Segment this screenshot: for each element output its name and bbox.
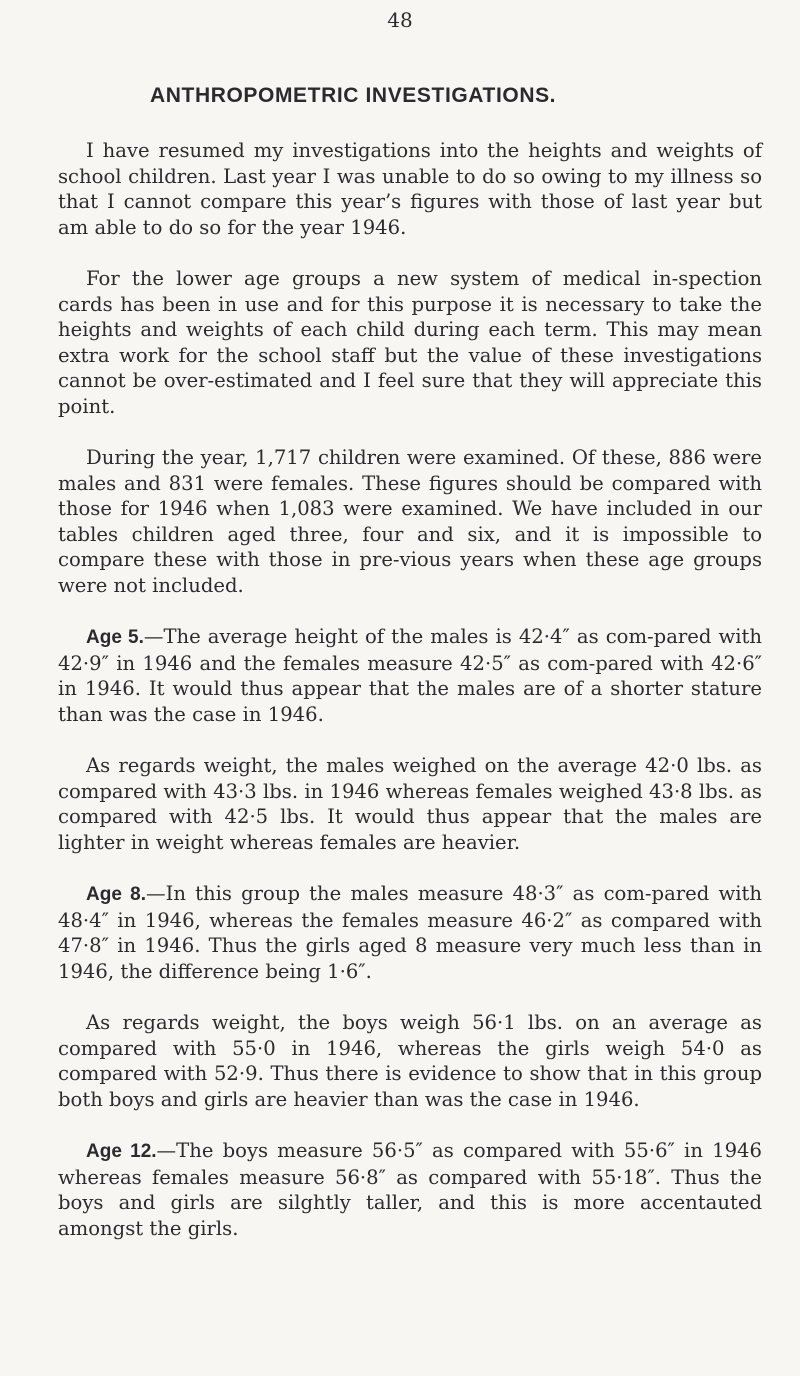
paragraph-children-examined xyxy=(58,445,762,598)
paragraph-text: For the lower age groups a new system of medical in-spection cards has been in use and for this purpose it is necessary to take the heights and weights of each child during each term. This may mean extra work for the school staff but the value of these investigations cannot be over-estimated and I feel sure that they will appreciate this point. xyxy=(58,267,762,418)
paragraph-text: As regards weight, the males weighed on the average 42·0 lbs. as compared with 43·3 lbs. in 1946 whereas females weighed 43·8 lbs. as compared with 42·5 lbs. It would thus appear that the males are lighter in weight whereas females are heavier. xyxy=(58,754,762,854)
age-8-lead: Age 8. xyxy=(86,884,146,905)
page-number: 48 xyxy=(387,8,413,32)
paragraph-intro xyxy=(58,138,762,240)
paragraph-text: I have resumed my investigations into the heights and weights of school children. Last year I was unable to do so owing to my illness so that I cannot compare this year’s figures with those of last year but am able to do so for the year 1946. xyxy=(58,139,762,239)
paragraph-text: During the year, 1,717 children were examined. Of these, 886 were males and 831 were females. These figures should be compared with those for 1946 when 1,083 were examined. We have included in our tables children aged three, four and six, and it is impossible to compare these with those in pre-vious years when these age groups were not included. xyxy=(58,446,762,597)
paragraph-text: —In this group the males measure 48·3″ as com-pared with 48·4″ in 1946, whereas the females measure 46·2″ as compared with 47·8″ in 1946. Thus the girls aged 8 measure very much less than in 1946, the difference being 1·6″. xyxy=(58,882,762,983)
paragraph-text: —The boys measure 56·5″ as compared with 55·6″ in 1946 whereas females measure 56·8″ as compared with 55·18″. Thus the boys and girls are silghtly taller, and this is more accentauted amongst the girls. xyxy=(58,1139,762,1240)
paragraph-age-12-height xyxy=(58,1138,762,1241)
paragraph-age-8-height xyxy=(58,881,762,984)
paragraph-text: —The average height of the males is 42·4″ as com-pared with 42·9″ in 1946 and the females measure 42·5″ as com-pared with 42·6″ in 1946. It would thus appear that the males are of a shorter stature than was the case in 1946. xyxy=(58,625,762,726)
paragraph-inspection-cards xyxy=(58,266,762,419)
section-heading: ANTHROPOMETRIC INVESTIGATIONS. xyxy=(150,84,557,107)
paragraph-age-8-weight xyxy=(58,1010,762,1112)
paragraph-age-5-weight xyxy=(58,753,762,855)
age-5-lead: Age 5. xyxy=(86,627,144,648)
paragraph-text: As regards weight, the boys weigh 56·1 lbs. on an average as compared with 55·0 in 1946, whereas the girls weigh 54·0 as compared with 52·9. Thus there is evidence to show that in this group both boys and girls are heavier than was the case in 1946. xyxy=(58,1011,762,1111)
paragraph-age-5-height xyxy=(58,624,762,727)
age-12-lead: Age 12. xyxy=(86,1141,157,1162)
